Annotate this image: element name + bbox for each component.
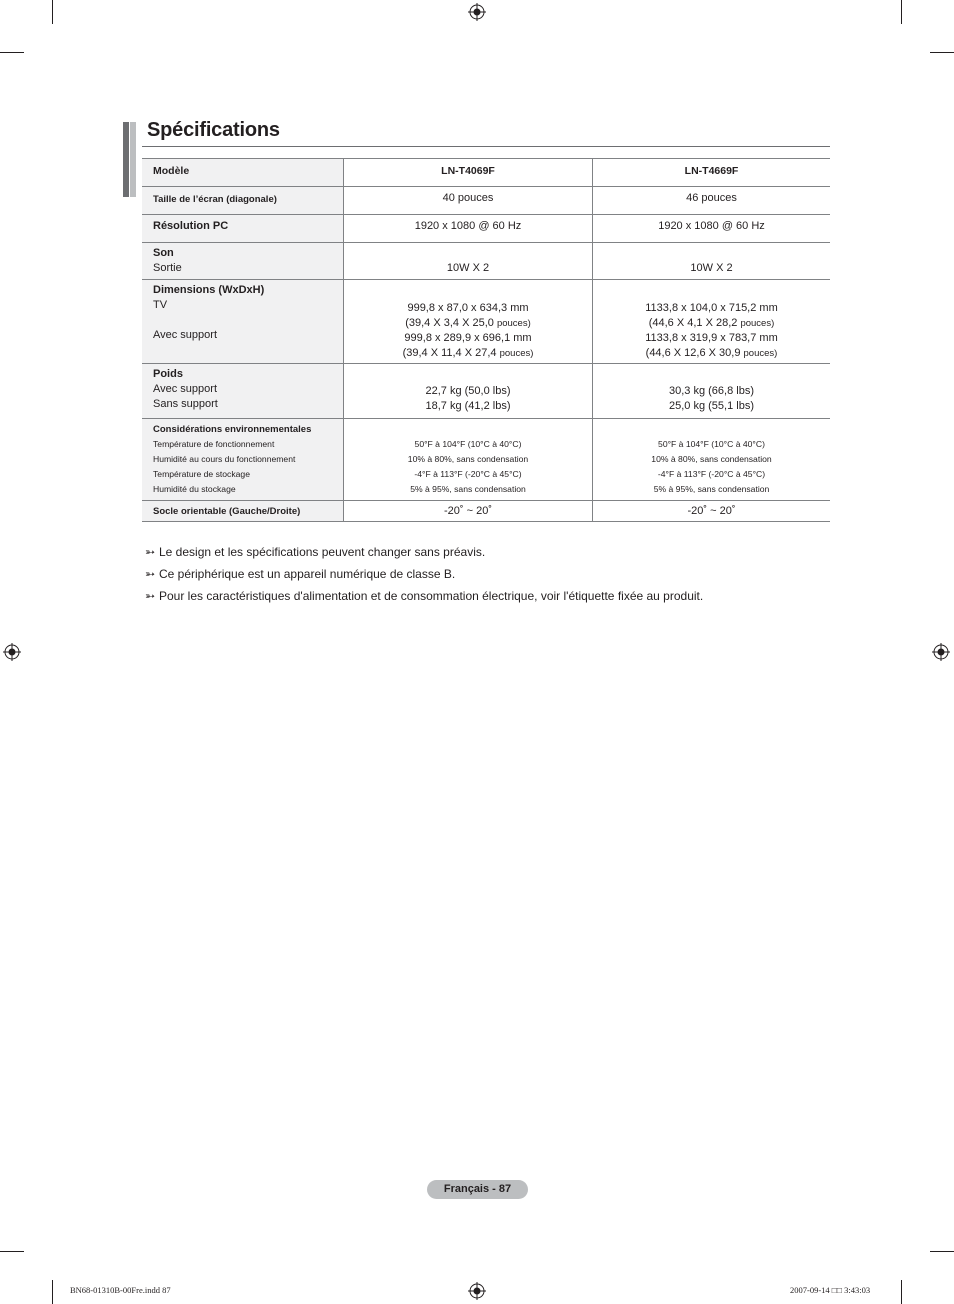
table-cell <box>593 243 831 280</box>
table-cell <box>593 187 831 215</box>
row-sublabel: TV <box>153 299 168 311</box>
column-header-model-1: LN-T4069F <box>441 165 495 177</box>
page-title: Spécifications <box>147 119 280 141</box>
row-sublabel: Température de stockage <box>153 469 250 479</box>
heading-accent-bar <box>130 122 136 197</box>
cell-value: 1133,8 x 319,9 x 783,7 mm <box>645 332 778 344</box>
table-row <box>142 243 830 280</box>
registration-mark-icon <box>468 1282 486 1300</box>
arrow-bullet-icon: ➳ <box>145 545 156 559</box>
table-cell <box>593 501 831 522</box>
table-cell <box>344 243 593 280</box>
cell-value: 999,8 x 289,9 x 696,1 mm <box>404 332 532 344</box>
registration-mark-icon <box>932 643 950 661</box>
cell-value: 999,8 x 87,0 x 634,3 mm <box>407 302 529 314</box>
table-cell <box>593 159 831 187</box>
row-label-sound: Son <box>153 247 174 259</box>
cell-value: 25,0 kg (55,1 lbs) <box>669 400 754 412</box>
table-row-label <box>142 280 344 364</box>
cell-value: 18,7 kg (41,2 lbs) <box>425 400 511 412</box>
cell-value-unit: pouces) <box>496 318 531 329</box>
table-row <box>142 215 830 243</box>
table-row-label <box>142 243 344 280</box>
note-text: Pour les caractéristiques d'alimentation et de consommation électrique, voir l'étiquette fixée au produit. <box>159 589 704 603</box>
cell-value: 10% à 80%, sans condensation <box>407 454 529 464</box>
cell-value: 5% à 95%, sans condensation <box>410 484 526 494</box>
cell-value <box>344 346 592 361</box>
table-row <box>142 187 830 215</box>
table-row-label <box>142 419 344 501</box>
registration-mark-icon <box>3 643 21 661</box>
cell-value: -4°F à 113°F (-20°C à 45°C) <box>657 469 766 479</box>
table-row-label <box>142 215 344 243</box>
cell-value <box>593 346 830 361</box>
column-header-model: Modèle <box>153 165 190 177</box>
list-item <box>145 563 703 585</box>
cell-value-part: (44,6 X 12,6 X 30,9 <box>645 347 741 359</box>
cell-value: 40 pouces <box>442 192 494 204</box>
crop-mark <box>0 1251 24 1252</box>
page-number-badge: Français - 87 <box>427 1180 528 1199</box>
crop-mark <box>930 1251 954 1252</box>
crop-mark <box>52 0 53 24</box>
crop-mark <box>0 52 24 53</box>
list-item <box>145 541 703 563</box>
table-row-label <box>142 501 344 522</box>
table-cell <box>344 215 593 243</box>
row-label-pc-resolution: Résolution PC <box>153 220 229 232</box>
heading-accent-bar <box>123 122 129 197</box>
table-cell <box>593 215 831 243</box>
table-cell <box>344 159 593 187</box>
crop-mark <box>901 1280 902 1304</box>
table-row <box>142 280 830 364</box>
list-item <box>145 585 703 607</box>
cell-value: 10% à 80%, sans condensation <box>651 454 772 464</box>
row-sublabel: Sans support <box>153 398 218 410</box>
registration-mark-icon <box>468 3 486 21</box>
cell-value: 1920 x 1080 @ 60 Hz <box>658 220 765 232</box>
row-sublabel: Humidité au cours du fonctionnement <box>153 454 296 464</box>
print-slug-file: BN68-01310B-00Fre.indd 87 <box>70 1285 171 1295</box>
table-cell <box>344 364 593 419</box>
notes-list <box>145 541 703 607</box>
cell-value-unit: pouces) <box>740 318 775 329</box>
cell-value: 10W X 2 <box>446 262 490 274</box>
table-cell <box>344 280 593 364</box>
table-cell <box>344 187 593 215</box>
crop-mark <box>52 1280 53 1304</box>
row-label-screen-size: Taille de l’écran (diagonale) <box>153 194 277 205</box>
table-row <box>142 419 830 501</box>
table-cell <box>593 364 831 419</box>
table-cell <box>593 280 831 364</box>
row-sublabel: Avec support <box>153 383 218 395</box>
note-text: Le design et les spécifications peuvent changer sans préavis. <box>159 545 486 559</box>
row-sublabel: Sortie <box>153 262 182 274</box>
cell-value: 5% à 95%, sans condensation <box>653 484 770 494</box>
spec-table <box>142 158 830 522</box>
cell-value: 30,3 kg (66,8 lbs) <box>669 385 754 397</box>
row-sublabel: Avec support <box>153 329 218 341</box>
table-cell <box>344 501 593 522</box>
arrow-bullet-icon: ➳ <box>145 589 156 603</box>
cell-value: 46 pouces <box>686 192 737 204</box>
cell-value: 1133,8 x 104,0 x 715,2 mm <box>645 302 778 314</box>
table-row-label <box>142 364 344 419</box>
title-divider <box>142 146 830 147</box>
cell-value: -20˚ ~ 20˚ <box>444 505 492 517</box>
cell-value: 10W X 2 <box>690 262 733 274</box>
cell-value-part: (39,4 X 11,4 X 27,4 <box>402 347 497 359</box>
cell-value <box>593 316 830 331</box>
table-row <box>142 364 830 419</box>
crop-mark <box>930 52 954 53</box>
print-slug-timestamp: 2007-09-14 □□ 3:43:03 <box>790 1285 871 1295</box>
cell-value: 1920 x 1080 @ 60 Hz <box>414 220 522 232</box>
table-header-row <box>142 159 830 187</box>
cell-value-unit: pouces) <box>499 348 534 359</box>
table-row-label <box>142 159 344 187</box>
crop-mark <box>901 0 902 24</box>
row-label-dimensions: Dimensions (WxDxH) <box>153 284 265 296</box>
table-row <box>142 501 830 522</box>
cell-value: -20˚ ~ 20˚ <box>687 505 736 517</box>
arrow-bullet-icon: ➳ <box>145 567 156 581</box>
row-label-weight: Poids <box>153 368 183 380</box>
row-label-swivel-stand: Socle orientable (Gauche/Droite) <box>153 506 301 517</box>
cell-value-unit: pouces) <box>743 348 778 359</box>
table-cell <box>344 419 593 501</box>
cell-value: -4°F à 113°F (-20°C à 45°C) <box>414 469 522 479</box>
cell-value-part: (44,6 X 4,1 X 28,2 <box>648 317 738 329</box>
row-sublabel: Température de fonctionnement <box>153 439 275 449</box>
cell-value <box>344 316 592 331</box>
table-row-label <box>142 187 344 215</box>
cell-value: 22,7 kg (50,0 lbs) <box>425 385 511 397</box>
column-header-model-2: LN-T4669F <box>684 165 739 177</box>
note-text: Ce périphérique est un appareil numérique de classe B. <box>159 567 456 581</box>
row-sublabel: Humidité du stockage <box>153 484 236 494</box>
table-cell <box>593 419 831 501</box>
cell-value: 50°F à 104°F (10°C à 40°C) <box>658 439 765 449</box>
row-label-environment: Considérations environnementales <box>153 424 312 435</box>
cell-value: 50°F à 104°F (10°C à 40°C) <box>414 439 522 449</box>
cell-value-part: (39,4 X 3,4 X 25,0 <box>405 317 494 329</box>
